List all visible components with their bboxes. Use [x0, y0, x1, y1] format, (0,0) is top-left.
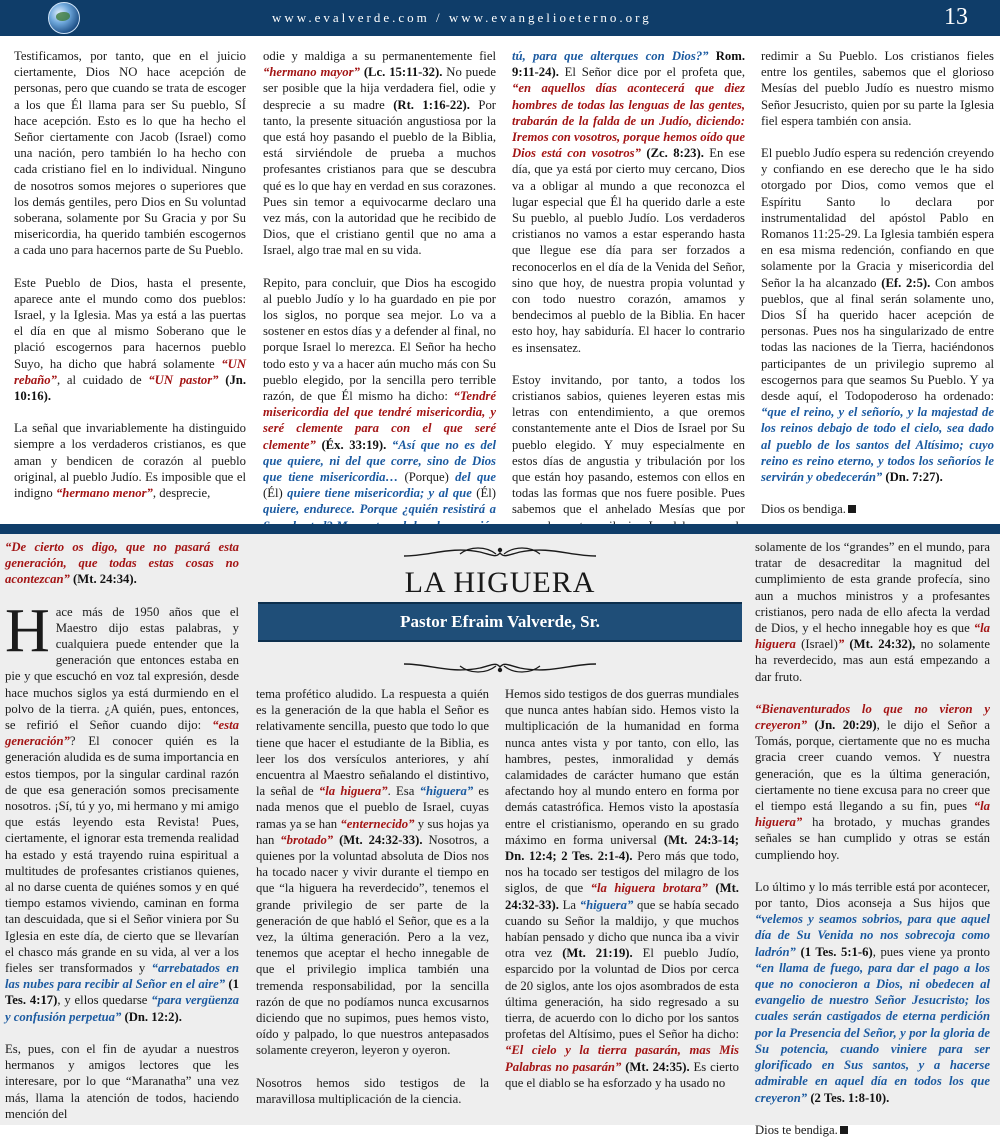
article-column-3 — [505, 686, 739, 1091]
top-column-1 — [14, 48, 246, 501]
end-square-icon — [840, 1126, 848, 1134]
article-author: Pastor Efraim Valverde, Sr. — [400, 612, 600, 631]
section-divider — [0, 524, 1000, 534]
paragraph: tema profético aludido. La respuesta a quién es la generación de la que habla el Señor es relativamente sencilla, puesto que todo lo que tiene que hacer el estudiante de la Biblia, es leer los dos versículos anteriores, y ahí encuentra al Maestro señalando el distintivo, la señal de “la higuera”. Esa “higuera” es nada menos que el pueblo de Israel, cuyas ramas ya se han “enternecido” y sus hojas ya han “brotado” (Mt. 24:32-33). Nosotros, a quienes por la voluntad absoluta de Dios nos ha tocado nacer y vivir durante el tiempo en que “la higuera ha reverdecido”, tenemos el grande privilegio de ser parte de la generación de que habló el Señor, que es a la vez, la última generación. Pero a la vez, tenemos que aceptar el hecho innegable de que el privilegio implica también una tremenda responsabilidad, por la sencilla razón de que no podíamos nunca excusarnos diciendo que no supimos, pues hemos visto, oído y palpado, lo que nuestros antepasados solamente creyeron, leyeron y oyeron. — [256, 687, 490, 1058]
paragraph: odie y maldiga a su permanentemente fiel “hermano mayor” (Lc. 15:11-32). No puede ser posible que la hija verdadera fiel, odie y desprecie a su madre (Rt. 1:16-22). Por tanto, la presente situación angustiosa por la que está hoy pasando el pueblo de la Biblia, está sirviéndole de prueba a muchos profesantes cristianos para que se descubra qué es lo que hay en verdad en sus corazones. Pues sin temor a equivocarme declaro una vez más, con la autoridad que he recibido de Dios, que el cristiano gentil que no ama a Israel, algo trae mal en su vida. — [263, 49, 497, 258]
top-column-3 — [512, 48, 745, 550]
page-header — [0, 0, 1000, 36]
end-square-icon — [848, 505, 856, 513]
paragraph: Dios te bendiga. — [755, 1122, 990, 1138]
paragraph: Este Pueblo de Dios, hasta el presente, aparece ante el mundo como dos pueblos: Israel, y la Iglesia. Mas ya está a las puertas el día en que al mismo Soberano que le plació escogernos para hacernos pueblo Suyo, ha dicho que habrá solamente “UN rebaño”, al cuidado de “UN pastor” (Jn. 10:16). — [14, 275, 247, 404]
globe-icon — [48, 2, 80, 34]
page-number: 13 — [944, 4, 968, 30]
ornament-top-icon — [400, 542, 600, 564]
paragraph: Hemos sido testigos de dos guerras mundiales que nunca antes habían sido. Hemos visto la multiplicación de la humanidad en forma nunca antes vista y por tanto, con ello, las hambres, pestes, inmoralidad y demás calamidades de carácter humano que están afectando hoy al mundo entero en forma por demás catastrófica. Hemos visto la apostasía entre el cristianismo, operando en su grado máximo en forma universal (Mt. 24:3-14; Dn. 12:4; 2 Tes. 2:1-4). Pero más que todo, nos ha tocado ser testigos del milagro de los siglos, de que “la higuera brotara” (Mt. 24:32-33). La “higuera” que se había secado cuando su Señor la maldijo, y que muchos habían pensado y dicho que nunca iba a vivir otra vez (Mt. 21:19). El pueblo Judío, esparcido por la voluntad de Dios por cerca de 20 siglos, ante los ojos asombrados de esta última generación, ha sido regresado a su tierra, de acuerdo con lo dicho por los santos profetas del Altísimo, pues el Señor ha dicho: “El cielo y la tierra pasarán, mas Mis Palabras no pasarán” (Mt. 24:35). Es cierto que el diablo se ha esforzado y ha usado no — [505, 687, 739, 1090]
top-column-4 — [761, 48, 994, 517]
article-title-block — [258, 538, 742, 684]
paragraph: Repito, para concluir, que Dios ha escogido al pueblo Judío y lo ha guardado en pie por los siglos, no porque sea mejor. Lo va a sostener en estos días y a defender al final, no porque Israel lo merezca. El Señor ha hecho todo esto y va a hacer aún mucho más con Su pueblo elegido, por la sencilla pero terrible razón, de que Él mismo ha dicho: “Tendré misericordia del que tendré misericordia, y seré clemente para con el que seré clemente” (Éx. 33:19). “Así que no es del que quiere, ni del que corre, sino de Dios que tiene misericordia… (Porque) del que (Él) quiere tiene misericordia; y al que (Él) quiere, endurece. Porque ¿quién resistirá a — [263, 275, 496, 517]
paragraph: Lo último y lo más terrible está por acontecer, por tanto, Dios aconseja a Sus hijos que “velemos y seamos sobrios, para que aquel día de Su Venida no nos sobrecoja como ladrón” (1 Tes. 5:1-6), pues viene ya pronto “en llama de fuego, para dar el pago a los que no conocieron a Dios, ni obedecen al evangelio de nuestro Señor Jesucristo; los cuales serán castigados de eterna perdición por la Presencia del Señor, y por la gloria de Su potencia, cuando viniere para ser glorificado en Sus santos, y a hacerse admirable en aquel día en todos los que creyeron” (2 Tes. 1:8-10). — [755, 879, 990, 1105]
paragraph: Dios os bendiga. — [761, 501, 994, 517]
paragraph: Nosotros hemos sido testigos de la maravillosa multiplicación de la ciencia. — [256, 1075, 489, 1106]
ornament-bottom-icon — [400, 656, 600, 678]
paragraph: Es, pues, con el fin de ayudar a nuestros hermanos y amigos lectores que les interesare, por lo que “Maranatha” una vez más, llama la atención de todos, haciendo mención del — [5, 1041, 239, 1121]
paragraph: Testificamos, por tanto, que en el juicio ciertamente, Dios NO hace acepción de personas, pero que cuando se trata de escoger a los que Él llama para ser Su pueblo, SÍ hace acepción. Esto es lo que ha hecho el Señor ciertamente con Jacob (Israel) como una nación, pero también lo ha hecho con cada cristiano fiel en lo individual. Ninguno de nosotros somos mejores o superiores que los demás gentiles, pero Dios en Su voluntad soberana, solamente por Su Gracia y por Su misericordia, ha querido también escogernos a cada uno para hacernos parte de Su Pueblo. — [14, 49, 246, 258]
epigraph: “De cierto os digo, que no pasará esta generación, que todas estas cosas no acontezcan” (Mt. 24:34). — [5, 540, 239, 587]
header-urls: www.evalverde.com / www.evangelioeterno.org — [272, 10, 652, 25]
article-title: LA HIGUERA — [404, 566, 596, 599]
paragraph: “Bienaventurados lo que no vieron y creyeron” (Jn. 20:29), le dijo el Señor a Tomás, porque, ciertamente que no es mucha gracia creer cuando vemos. Y nuestra generación, que es la última generación, ciertamente no tiene excusa para no creer que el tiempo está llegando a su fin, pues “la higuera” ha brotado, y muchas grandes señales se han cumplido y otras se están cumpliendo hoy. — [755, 701, 990, 862]
top-column-2 — [263, 48, 496, 550]
paragraph: La señal que invariablemente ha distinguido siempre a los verdaderos cristianos, es que aman y bendicen de corazón al pueblo original, al pueblo Judío. Es imposible que el indigno “hermano menor”, desprecie, — [14, 421, 246, 501]
paragraph: tú, para que alterques con Dios?” Rom. 9:11-24). El Señor dice por el profeta que, “en aquellos días acontecerá que diez hombres de todas las lenguas de las gentes, trabarán de la falda de un Judío, diciendo: Iremos con vosotros, porque hemos oído que Dios está con vosotros” (Zc. 8:23). En ese día, que ya está por cierto muy cercano, Dios va a obligar al mundo a que reconozca el lugar especial que Él ha querido darle a este Su pueblo, al pueblo Judío. Los verdaderos cristianos no vamos a estar esperando hasta que llegue ese día para ser forzados a reconocerlos en el día de la Venida del Señor, sino que hoy, de nuestra propia voluntad y con todo nuestro corazón, amamos y bendecimos al pueblo de la Biblia. En hacer esto hoy, hay sabiduría. El hacer lo contrario es insensatez. — [512, 49, 746, 355]
paragraph: redimir a Su Pueblo. Los cristianos fieles entre los gentiles, sabemos que el glorioso Mesías del pueblo Judío es nuestro mismo Señor Jesucristo, quien por su parte la Iglesia fiel espera también con ansia. — [761, 49, 994, 128]
article-column-1 — [5, 539, 239, 1122]
paragraph: El pueblo Judío espera su redención creyendo y confiando en ese derecho que le ha sido otorgado por Dios, como vemos que el Espíritu Santo lo declara por instrumentalidad del apóstol Pablo en Romanos 11:25-29. La Iglesia también espera en esa misma redención, confiando en que solamente por la Gracia y misericordia del Señor la ha alcanzado (Ef. 2:5). Con ambos pueblos, que al final serán solamente uno, Dios SÍ ha querido hacer acepción de personas. Pues nos ha singularizado de entre todas las naciones de la Tierra, haciéndonos participantes de un privilegio supremo al escogernos para que seamos Su Pueblo. Y ya desde aquí, el Todopoderoso ha ordenado: “que el reino, y el señorío, y la majestad de los reinos debajo de todo el cielo, sea dado al pueblo de los santos del Altísimo; cuyo reino es reino eterno, y todos los señoríos le servirán y obedecerán” (Dn. 7:27). — [761, 146, 994, 485]
paragraph: solamente de los “grandes” en el mundo, para tratar de desacreditar la magnitud del cumplimiento de esta grande profecía, sino aun a muchos ministros y a profesantes cristianos, pero nada de ello afecta la verdad de Dios, y el hecho innegable hoy es que “la higuera (Israel)” (Mt. 24:32), no solamente ha reverdecido, mas aun está empezando a dar fruto. — [755, 540, 990, 684]
paragraph: Hace más de 1950 años que el Maestro dijo estas palabras, y cualquiera puede entender que la generación que entonces estaba en pie y que escuchó en voz tal expresión, desde hace muchos siglos ya está durmiendo en el polvo de la tierra. ¿A quién, pues, entonces, se refirió el Señor cuando dijo: “esta generación”? El conocer quién es la generación aludida es de suma importancia en estos tiempos, por la singular cardinal razón de que esa generación somos precisamente nosotros. ¡Sí, tú y yo, mi hermano y mi amigo que estás leyendo esta Revista! Pues, ciertamente, el ignorar esta tremenda realidad ha estado y está trayendo ruina espiritual a multitudes de profesantes cristianos quienes, al no darse cuenta de quiénes somos y en qué tiempo estamos viviendo, caminan en forma tan descuidada, que si el Señor viniera por Su Iglesia en este día, de cierto que se llevarían el chasco más grande en su vida, al ver a los fieles ser transformados y “arrebatados en las nubes para recibir al Señor en el aire” (1 Tes. 4:17), y ellos quedarse “para vergüenza y confusión perpetua” (Dn. 12:2). — [5, 596, 240, 1024]
drop-cap: H — [5, 596, 50, 665]
article-column-4 — [755, 539, 990, 1138]
article-column-2 — [256, 686, 489, 1107]
paragraph: Estoy invitando, por tanto, a todos los cristianos sabios, quienes leyeren estas mis letras con entendimiento, a que oremos constantemente ante el Dios de Israel por Su pueblo elegido. Y muy especialmente en estos días de angustia y tribulación por los que están hoy pasando, estemos con ellos en todas las formas que nos fuere posible. Pues sabemos que el anhelado Mesías que por — [512, 372, 745, 517]
author-bar — [258, 602, 742, 642]
